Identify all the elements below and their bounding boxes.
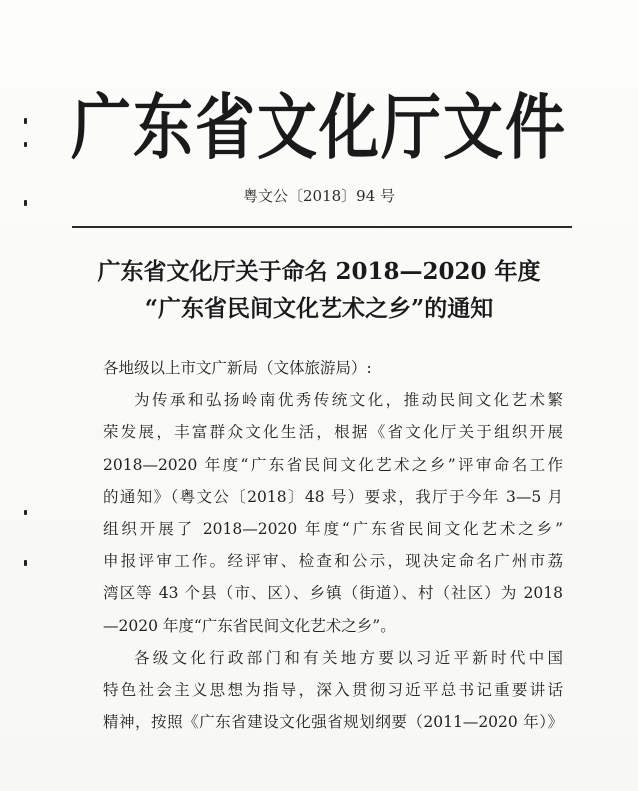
body-line: 组织开展了 2018—2020 年度“广东省民间文化艺术之乡” [103,519,563,538]
issuing-authority-title: 广东省文化厅文件 [71,87,567,170]
notice-body [103,352,563,738]
body-line: 为传承和弘扬岭南优秀传统文化，推动民间文化艺术繁 [134,391,563,410]
body-line: 精神，按照《广东省建设文化强省规划纲要（2011—2020 年）》 [103,713,563,732]
salutation: 各地级以上市文广新局（文体旅游局）: [103,359,372,377]
body-line: 申报评审工作。经评审、检查和公示，现决定命名广州市荔 [103,552,563,571]
header-divider [72,226,572,228]
binding-mark [24,560,27,566]
document-number: 粤文公〔2018〕94 号 [242,187,396,205]
body-line: 各级文化行政部门和有关地方要以习近平新时代中国 [134,648,563,667]
body-line: —2020 年度“广东省民间文化艺术之乡”。 [103,616,396,635]
binding-mark [24,510,27,515]
body-line: 湾区等 43 个县（市、区）、乡镇（街道）、村（社区）为 2018 [103,584,563,603]
notice-title-line-2: “广东省民间文化艺术之乡”的通知 [144,295,494,322]
body-line: 2018—2020 年度“广东省民间文化艺术之乡”评审命名工作 [103,455,563,474]
body-line: 特色社会主义思想为指导，深入贯彻习近平总书记重要讲话 [103,680,563,699]
notice-title-line-1: 广东省文化厅关于命名 2018—2020 年度 [97,258,541,285]
body-line: 的通知》（粤文公〔2018〕48 号）要求，我厅于今年 3—5 月 [103,487,563,506]
body-line: 荣发展，丰富群众文化生活，根据《省文化厅关于组织开展 [103,423,563,442]
